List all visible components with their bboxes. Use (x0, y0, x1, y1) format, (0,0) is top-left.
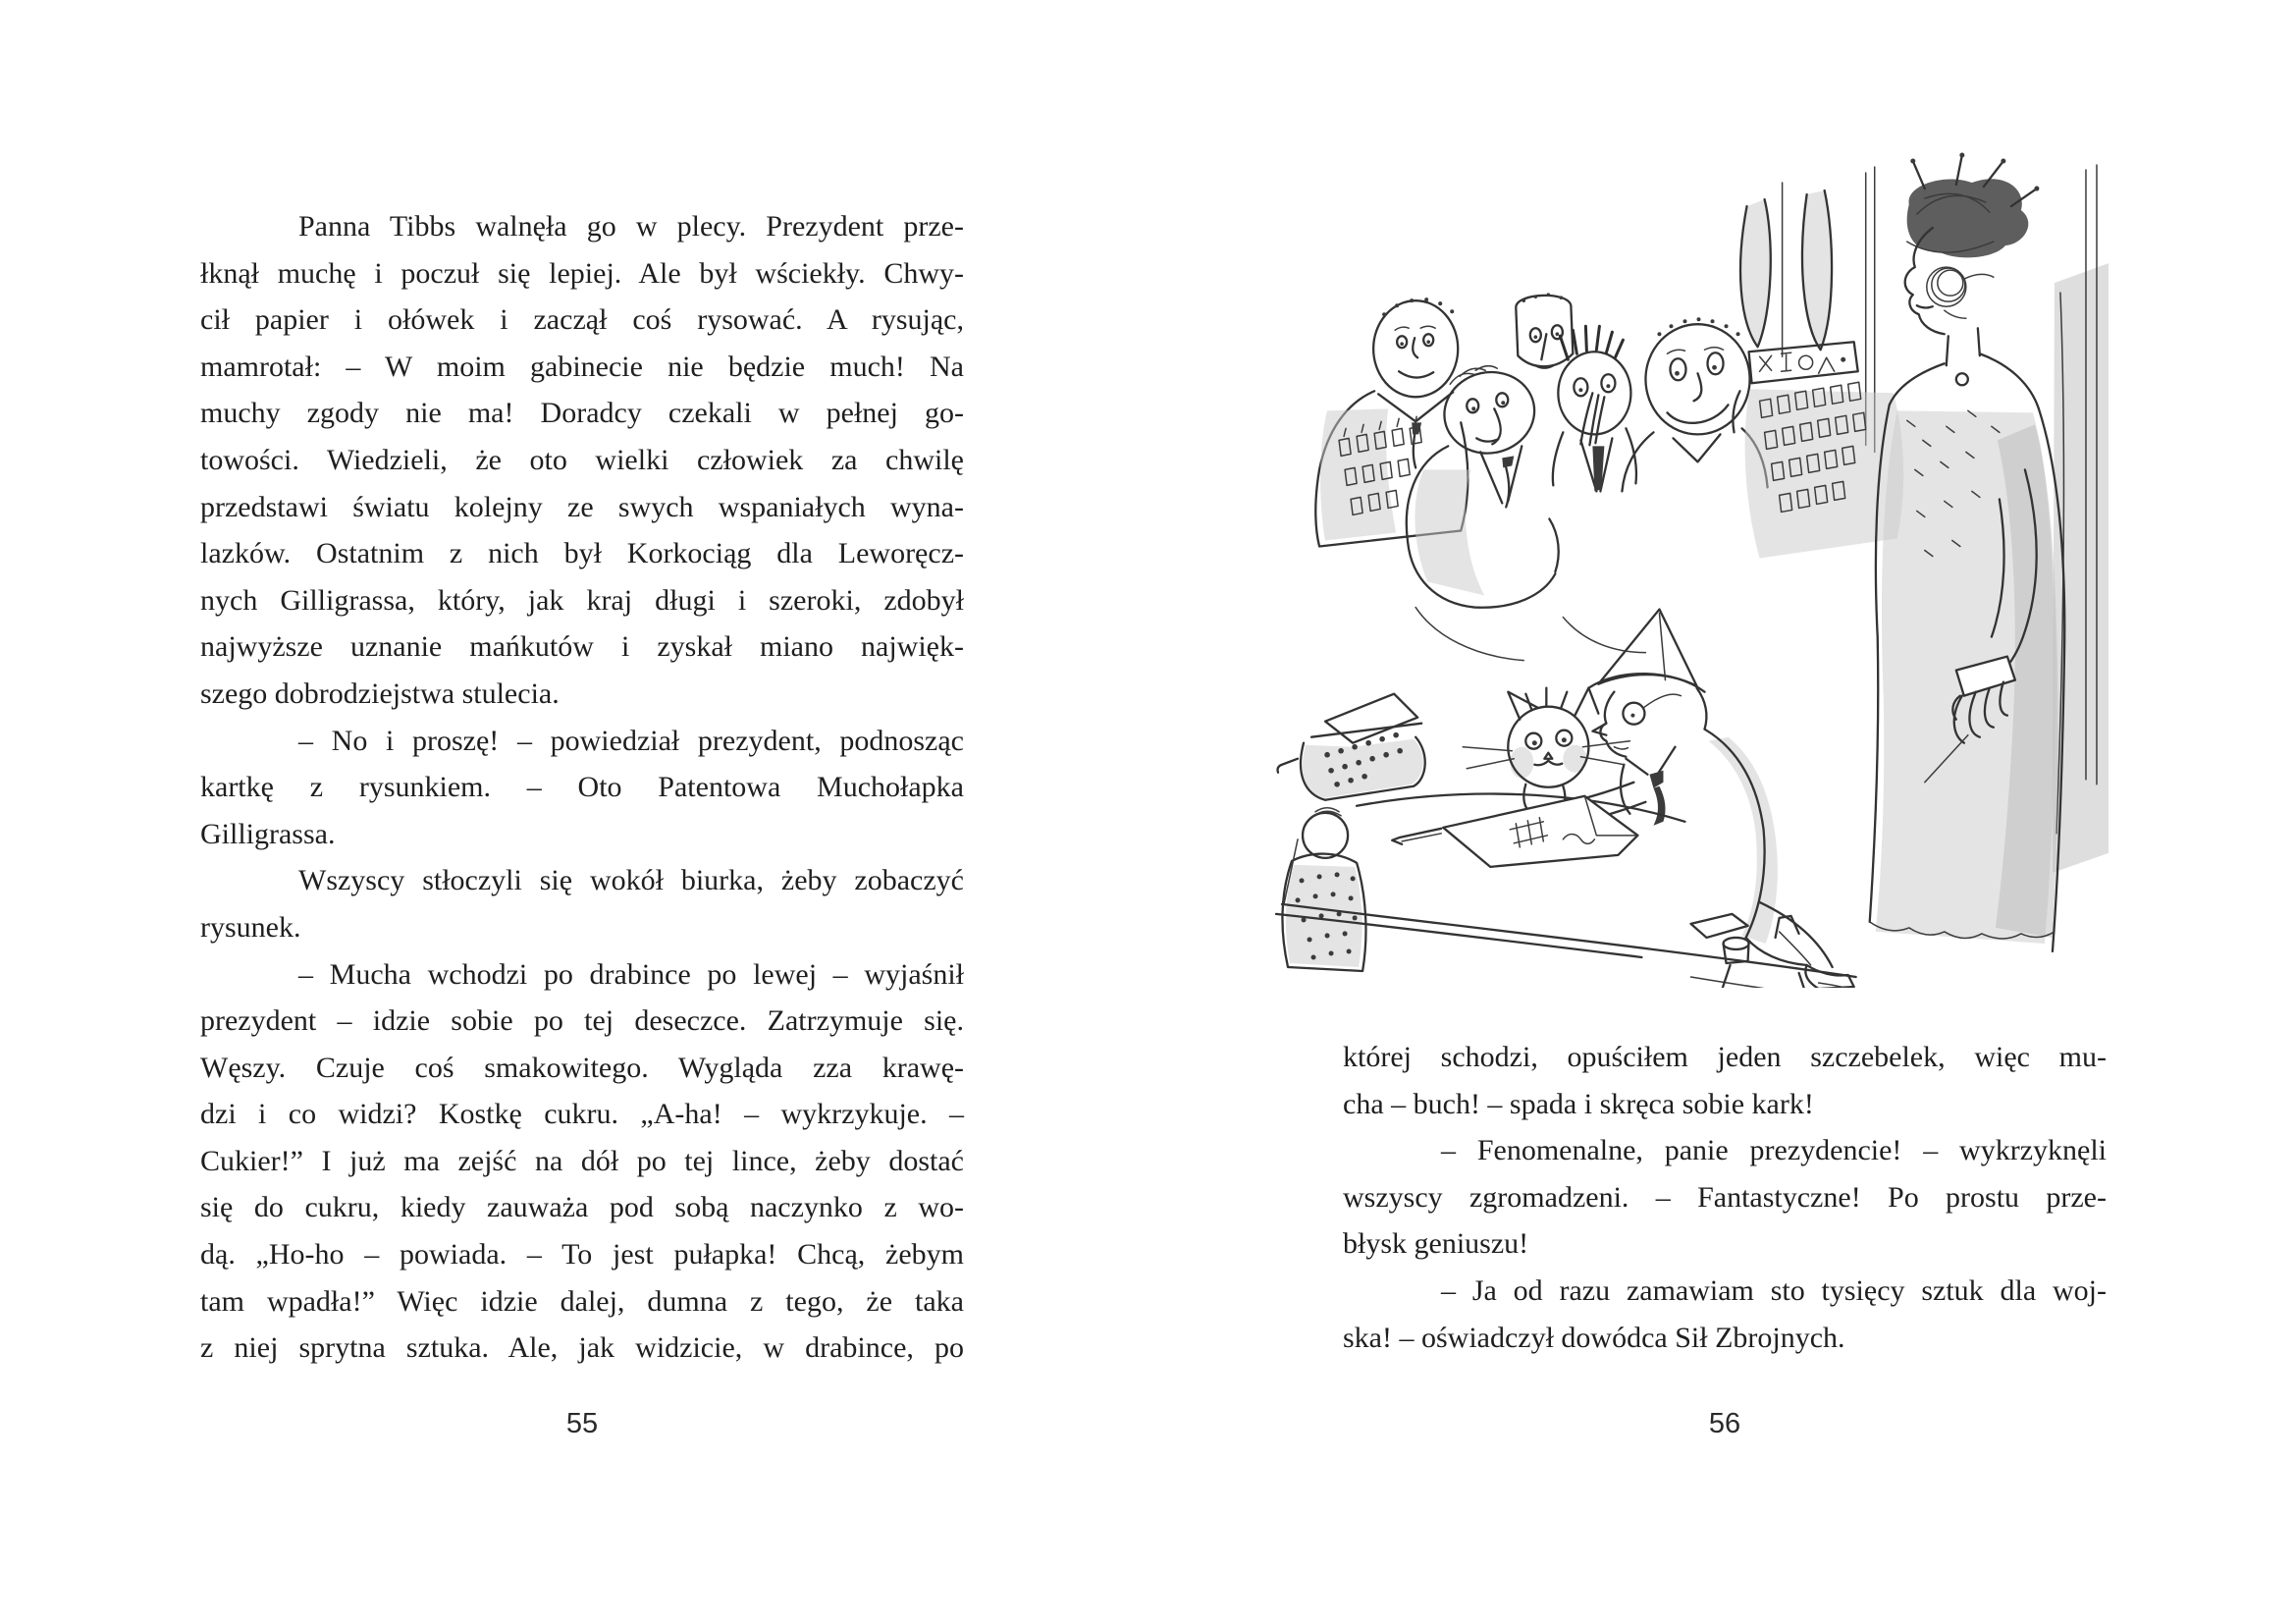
typewriter (1278, 694, 1425, 800)
text-line: się do cukru, kiedy zauważa pod sobą naczynko z wo- (200, 1191, 964, 1224)
text-line: najwyższe uznanie mańkutów i zyskał miano najwięk- (200, 630, 964, 664)
pencil (1392, 829, 1441, 844)
crowd-connecting-lines (1415, 608, 1645, 661)
text-line: tam wpadła!” Więc idzie dalej, dumna z tego, że taka (200, 1284, 964, 1318)
text-line: – Fenomenalne, panie prezydencie! – wykrzyknęli (1441, 1134, 2107, 1167)
text-line: lazków. Ostatnim z nich był Korkociąg dla Leworęcz- (200, 537, 964, 570)
text-line: której schodzi, opuściłem jeden szczebelek, więc mu- (1343, 1041, 2107, 1073)
text-line: z niej sprytna sztuka. Ale, jak widzicie, w drabince, po (200, 1331, 964, 1365)
text-line: prezydent – idzie sobie po tej deseczce. Zatrzymuje się. (200, 1004, 964, 1038)
advisor-square-head (1516, 293, 1573, 367)
illustration-president-and-advisors (1268, 143, 2109, 988)
page-number-right: 56 (1708, 1408, 1741, 1439)
page-56-text-column (1343, 1034, 2107, 1361)
text-line: szego dobrodziejstwa stulecia. (200, 676, 560, 710)
advisor-leaning (1407, 364, 1559, 608)
text-line: cha – buch! – spada i skręca sobie kark! (1343, 1087, 1814, 1120)
general-with-medals (1733, 342, 1903, 558)
glasses-icon (1927, 267, 1994, 306)
text-line: Gilligrassa. (200, 817, 336, 850)
text-line: cił papier i ołówek i zaczął coś rysować. A rysując, (200, 303, 964, 337)
text-line: nych Gilligrassa, który, jak kraj długi i szeroki, zdobył (200, 583, 964, 617)
desk (1276, 794, 1878, 988)
text-line: błysk geniuszu! (1343, 1227, 1529, 1261)
text-line: rysunek. (200, 910, 301, 944)
advisor-spiky-hair (1553, 326, 1636, 491)
text-line: przedstawi światu kolejny ze swych wspaniałych wyna- (200, 490, 964, 523)
page-55-text-column (200, 203, 964, 1372)
secretary (1282, 808, 1365, 971)
text-line: Cukier!” I już ma zejść na dół po tej lince, żeby dostać (200, 1144, 964, 1177)
text-line: muchy zgody nie ma! Doradcy czekali w pełnej go- (200, 397, 964, 430)
text-line: dą. „Ho-ho – powiada. – To jest pułapka! Chcą, żebym (200, 1238, 964, 1271)
text-line: mamrotał: – W moim gabinecie nie będzie much! Na (200, 350, 964, 383)
text-line: łknął muchę i poczuł się lepiej. Ale był wściekły. Chwy- (200, 256, 964, 290)
text-line: – No i proszę! – powiedział prezydent, podnosząc (298, 724, 964, 757)
text-line: – Mucha wchodzi po drabince po lewej – wyjaśnił (298, 957, 964, 991)
text-line: dzi i co widzi? Kostkę cukru. „A-ha! – wykrzykuje. – (200, 1098, 964, 1131)
text-line: – Ja od razu zamawiam sto tysięcy sztuk dla woj- (1441, 1273, 2107, 1307)
text-line: Panna Tibbs walnęła go w plecy. Prezydent prze- (298, 210, 964, 243)
text-line: Wszyscy stłoczyli się wokół biurka, żeby zobaczyć (298, 864, 964, 897)
text-line: Węszy. Czuje coś smakowitego. Wygląda zza krawę- (200, 1051, 964, 1084)
text-line: kartkę z rysunkiem. – Oto Patentowa Muchołapka (200, 771, 964, 804)
text-line: towości. Wiedzieli, że oto wielki człowiek za chwilę (200, 443, 964, 476)
text-line: ska! – oświadczył dowódca Sił Zbrojnych. (1343, 1321, 1845, 1354)
miss-tibbs (1870, 153, 2065, 951)
page-number-left: 55 (565, 1408, 599, 1439)
text-line: wszyscy zgromadzeni. – Fantastyczne! Po prostu prze- (1343, 1180, 2107, 1214)
